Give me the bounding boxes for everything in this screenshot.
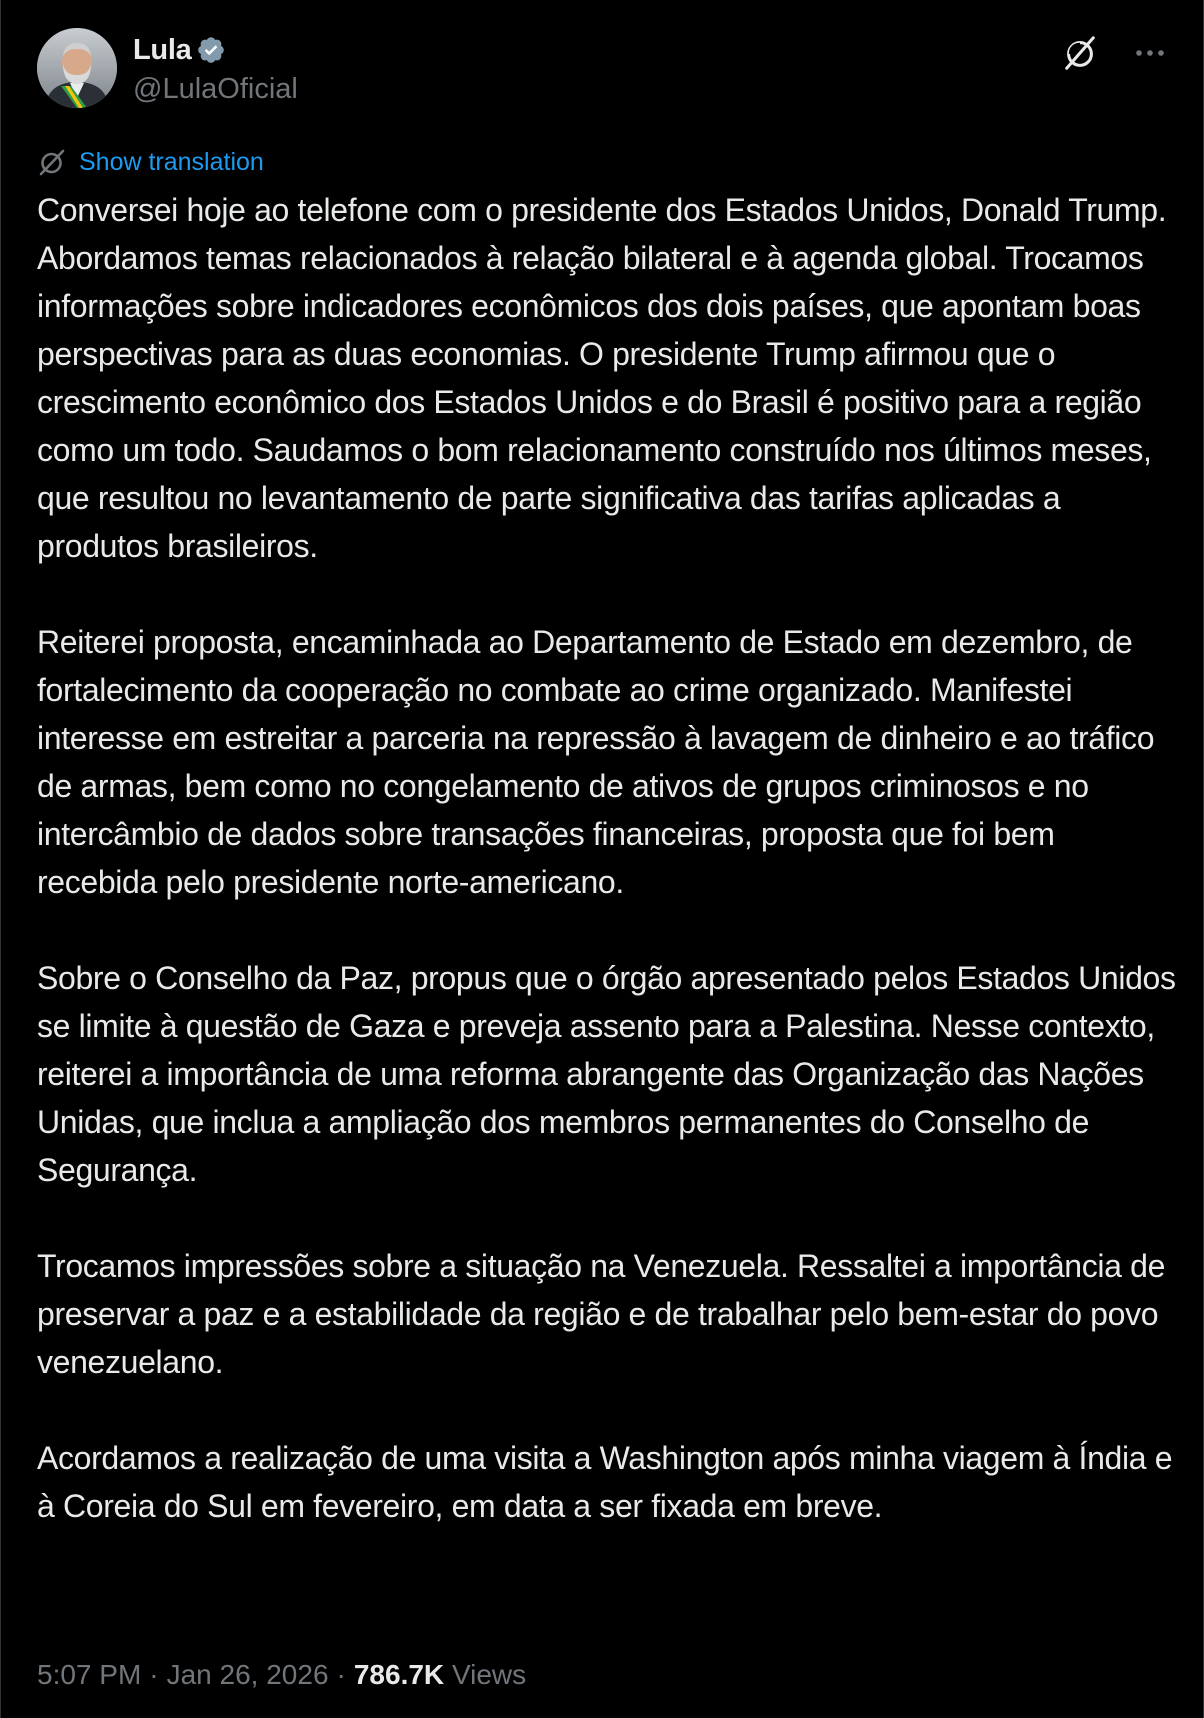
show-translation-button[interactable] xyxy=(37,144,264,180)
author-names xyxy=(133,30,298,108)
handle[interactable]: @LulaOficial xyxy=(133,73,298,105)
avatar-image xyxy=(37,28,117,108)
views-label: Views xyxy=(451,1659,527,1690)
translate-icon xyxy=(37,147,67,177)
show-translation-label: Show translation xyxy=(79,147,264,176)
meta-separator: · xyxy=(149,1659,159,1690)
tweet-paragraph: Acordamos a realização de uma visita a Washington após minha viagem à Índia e à Coreia do Sul em fevereiro, em data a ser fixada em breve. xyxy=(37,1440,1173,1524)
tweet-paragraph: Reiterei proposta, encaminhada ao Departamento de Estado em dezembro, de fortalecimento da cooperação no combate ao crime organizado. Manifestei interesse em estreitar a parceria na repressão à lavagem de dinheiro e ao tráfico de armas, bem como no congelamento de ativos de grupos criminosos e no intercâmbio de dados sobre transações financeiras, proposta que foi bem recebida pelo presidente norte-americano. xyxy=(37,624,1155,900)
tweet-text xyxy=(37,186,1182,1530)
meta-separator: · xyxy=(336,1659,346,1690)
tweet-paragraph: Sobre o Conselho da Paz, propus que o órgão apresentado pelos Estados Unidos se limite à questão de Gaza e preveja assento para a Palestina. Nesse contexto, reiterei a importância de uma reforma abrangente das Organização das Nações Unidas, que inclua a ampliação dos membros permanentes do Conselho de Segurança. xyxy=(37,960,1176,1188)
tweet-paragraph: Conversei hoje ao telefone com o presidente dos Estados Unidos, Donald Trump. Abordamos temas relacionados à relação bilateral e à agenda global. Trocamos informações sobre indicadores econômicos dos dois países, que apontam boas perspectivas para as duas economias. O presidente Trump afirmou que o crescimento econômico dos Estados Unidos e do Brasil é positivo para a região como um todo. Saudamos o bom relacionamento construído nos últimos meses, que resultou no levantamento de parte significativa das tarifas aplicadas a produtos brasileiros. xyxy=(37,192,1167,564)
avatar[interactable] xyxy=(37,28,117,108)
tweet-meta xyxy=(37,1659,526,1691)
tweet-header xyxy=(37,28,1167,108)
tweet-time[interactable]: 5:07 PM xyxy=(37,1659,142,1690)
tweet-paragraph: Trocamos impressões sobre a situação na Venezuela. Ressaltei a importância de preservar a paz e a estabilidade da região e de trabalhar pelo bem-estar do povo venezuelano. xyxy=(37,1248,1166,1380)
display-name-row xyxy=(133,30,298,70)
verified-badge-icon[interactable] xyxy=(196,35,226,65)
grok-icon[interactable] xyxy=(1061,34,1099,72)
more-icon[interactable] xyxy=(1133,36,1167,70)
views-count: 786.7K xyxy=(353,1659,445,1690)
tweet-date[interactable]: Jan 26, 2026 xyxy=(166,1659,329,1690)
header-actions xyxy=(1061,34,1167,72)
display-name[interactable]: Lula xyxy=(133,33,192,66)
